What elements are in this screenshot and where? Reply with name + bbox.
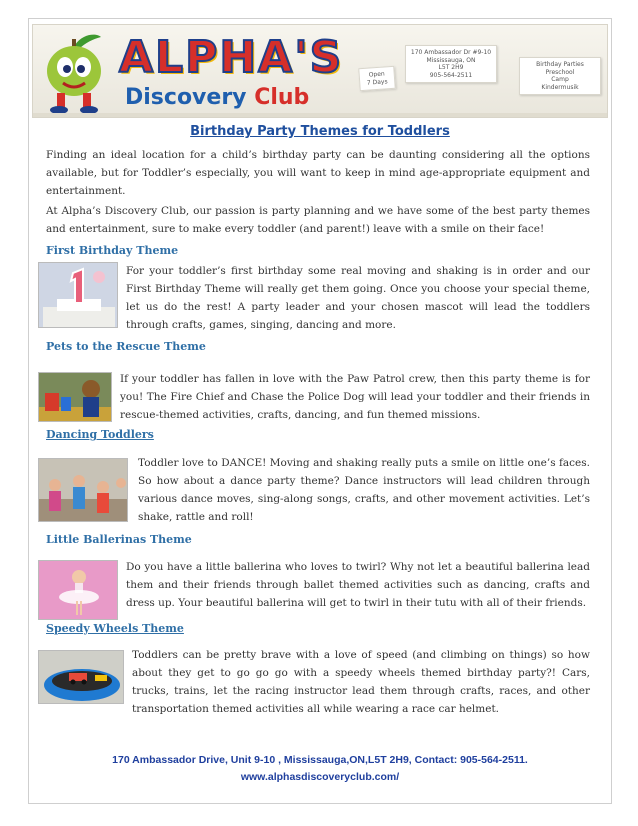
intro-paragraph-2: At Alpha’s Discovery Club, our passion is party planning and we have some of the best party themes and entertainment, sure to make every toddler (and parent!) leave with a smile on their face! — [46, 205, 590, 235]
banner-strip — [33, 113, 607, 117]
theme-heading-little-ballerinas: Little Ballerinas Theme — [46, 533, 192, 546]
theme-text-dancing-toddlers: Toddler love to DANCE! Moving and shaking really puts a smile on little one’s faces. So how about a dance party theme? Dance instructors will lead children through various dance moves, sing-along songs, crafts, and other movement activities. Let’s shake, rattle and roll! — [138, 457, 590, 523]
first-birthday-photo — [38, 262, 118, 328]
page-title: Birthday Party Themes for Toddlers — [190, 124, 450, 139]
race-car-cake-icon — [39, 651, 124, 704]
theme-text-speedy-wheels: Toddlers can be pretty brave with a love of speed (and climbing on things) so how about they get to go go go with a speedy wheels themed birthday party?! Cars, trucks, trains, let the racing instructor lead them through crafts, races, and other transportation themed activities all while wearing a race car helmet. — [132, 649, 590, 715]
pets-rescue-photo — [38, 372, 112, 422]
theme-text-first-birthday: For your toddler’s first birthday some real moving and shaking is in order and our First Birthday Theme will really get them going. Once you choose your special theme, let us do the rest! A party leader and your chosen mascot will lead the toddlers through crafts, games, singing, dancing and more. — [126, 265, 590, 331]
theme-text-little-ballerinas: Do you have a little ballerina who loves to twirl? Why not let a beautiful ballerina lead them and their friends through ballet themed activities such as dancing, crafts and dress up. Your beautiful ballerina will get to twirl in their tutu with all of their friends. — [126, 561, 590, 609]
theme-heading-dancing-toddlers: Dancing Toddlers — [46, 428, 154, 441]
birthday-cake-icon — [39, 263, 118, 328]
logo-subtitle-discovery: Discovery — [125, 85, 247, 110]
mascot-dog-icon — [39, 373, 112, 422]
theme-heading-first-birthday: First Birthday Theme — [46, 244, 179, 257]
mascot-apple-icon — [39, 31, 109, 115]
address-note: 170 Ambassador Dr #9-10 Mississauga, ON L5T 2H9 905-564-2511 — [405, 45, 497, 83]
theme-heading-speedy-wheels: Speedy Wheels Theme — [46, 622, 184, 635]
footer-contact — [40, 752, 600, 786]
header-banner — [32, 24, 608, 118]
ballerina-icon — [39, 561, 118, 620]
services-note: Birthday Parties Preschool Camp Kindermusik — [519, 57, 601, 95]
dancing-toddlers-photo — [38, 458, 128, 522]
little-ballerinas-photo — [38, 560, 118, 620]
theme-heading-pets-rescue: Pets to the Rescue Theme — [46, 340, 206, 353]
logo-subtitle — [125, 85, 309, 111]
logo-subtitle-club: Club — [254, 85, 310, 110]
theme-text-pets-rescue: If your toddler has fallen in love with the Paw Patrol crew, then this party theme is for you! The Fire Chief and Chase the Police Dog will lead your toddler and their friends in rescue-themed activities, crafts, dancing, and fun themed missions. — [120, 373, 590, 421]
dancing-kids-icon — [39, 459, 128, 522]
hours-note: Open 7 Days — [358, 66, 396, 91]
intro-paragraph-1: Finding an ideal location for a child’s birthday party can be daunting considering all the options available, but for Toddler’s especially, you will want to keep in mind age-appropriate equipment and entertainment. — [46, 149, 590, 197]
logo-wordmark: ALPHA'S — [119, 32, 344, 83]
footer-website-link[interactable]: www.alphasdiscoveryclub.com/ — [240, 771, 400, 783]
speedy-wheels-photo — [38, 650, 124, 704]
footer-address: 170 Ambassador Drive, Unit 9-10 , Mississauga,ON,L5T 2H9, Contact: 905-564-2511. — [112, 754, 528, 766]
